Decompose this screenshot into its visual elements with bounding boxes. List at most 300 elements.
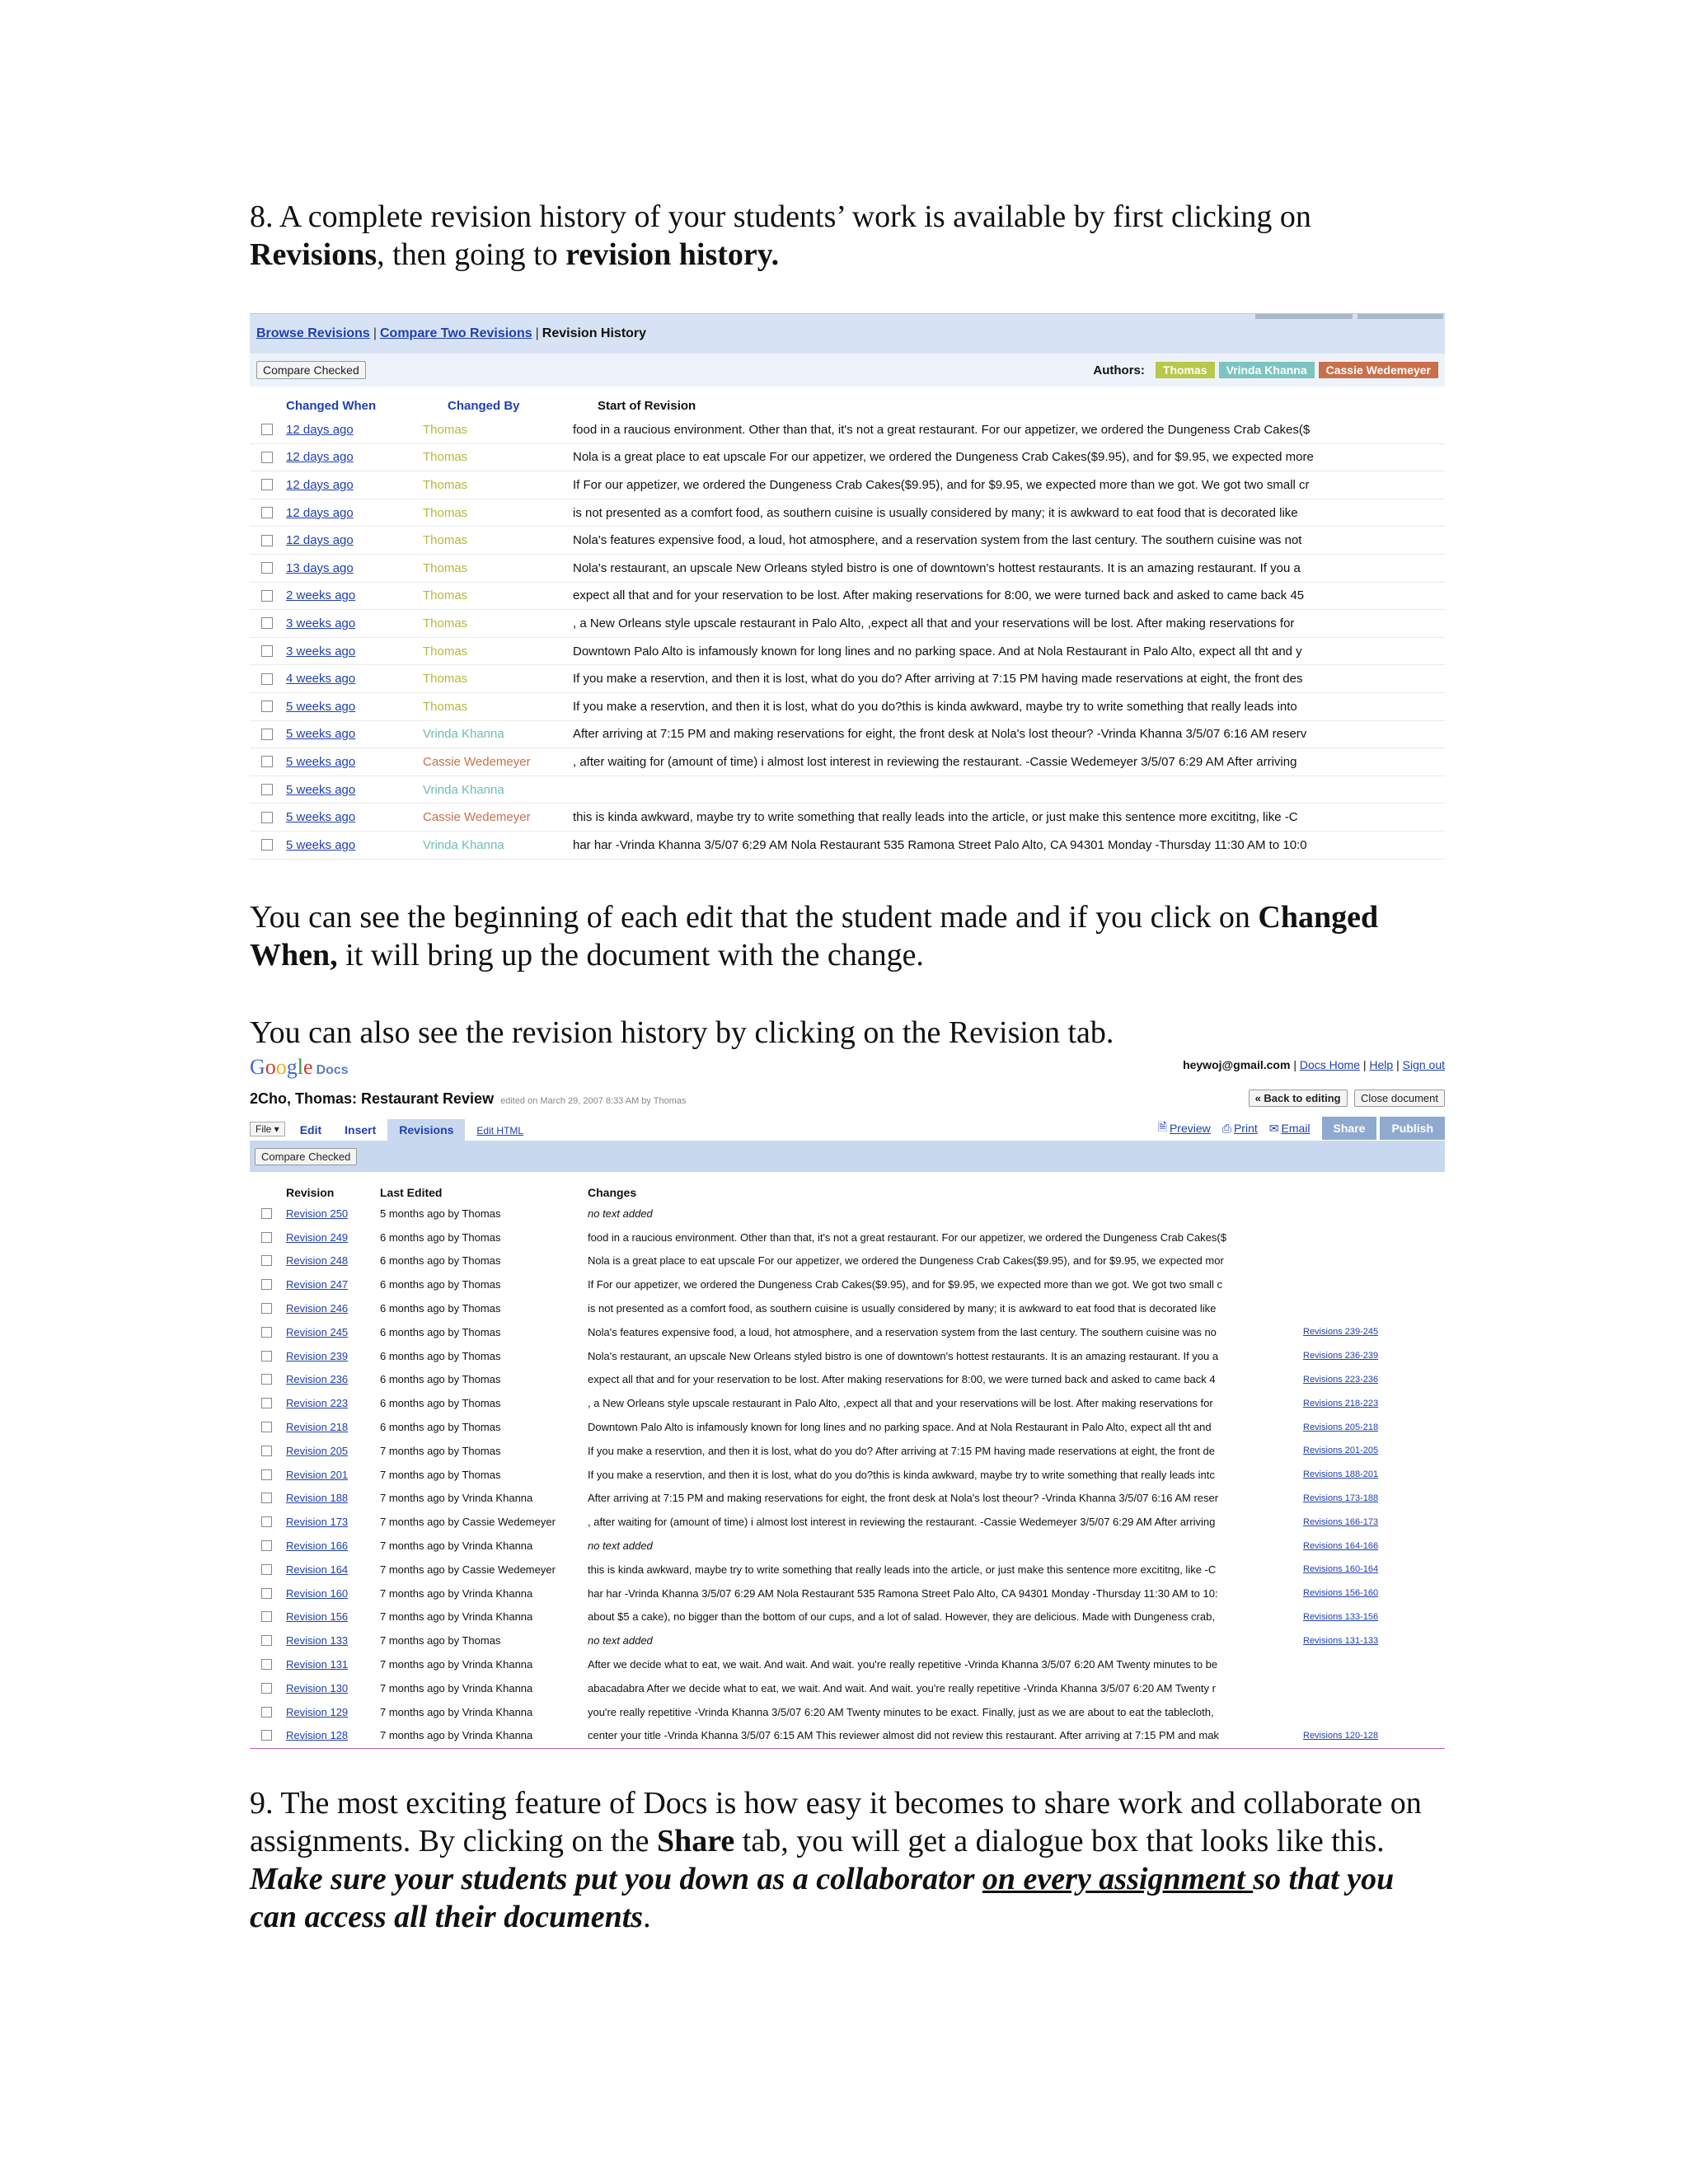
revision-range-link[interactable]: Revisions 201-205 bbox=[1303, 1446, 1379, 1456]
cell-changed-by: Vrinda Khanna bbox=[423, 727, 504, 742]
bottom-rule bbox=[250, 1748, 1445, 1749]
cell-revision bbox=[286, 1492, 380, 1504]
cell-start-of-revision: expect all that and for your reservation to be lost. After making reservations for 8:00, we were turned back and asked to came back 45 bbox=[573, 588, 1305, 603]
cell-last-edited: 7 months ago by Vrinda Khanna bbox=[380, 1729, 533, 1742]
changed-when-link[interactable]: 3 weeks ago bbox=[286, 616, 356, 630]
revision-history-screenshot bbox=[250, 313, 1445, 868]
cell-revision bbox=[286, 1469, 380, 1481]
docs-wordmark: Docs bbox=[316, 1063, 349, 1077]
row-checkbox[interactable] bbox=[261, 1540, 272, 1551]
row-checkbox[interactable] bbox=[261, 756, 273, 767]
cell-revision bbox=[286, 1254, 380, 1267]
cell-changes: Nola's features expensive food, a loud, hot atmosphere, and a reservation system from the last century. The southern cuisine was no bbox=[588, 1325, 1217, 1338]
revision-history-label: Revision History bbox=[542, 326, 647, 340]
cell-changes: , after waiting for (amount of time) i almost lost interest in reviewing the restaurant. -Cassie Wedemeyer 3/5/07 6:29 AM After arriving bbox=[588, 1516, 1216, 1529]
table-row bbox=[250, 1724, 1445, 1748]
changed-when-link[interactable]: 12 days ago bbox=[286, 477, 354, 492]
cell-last-edited: 6 months ago by Thomas bbox=[380, 1349, 501, 1362]
revision-range-link[interactable]: Revisions 133-156 bbox=[1303, 1611, 1379, 1622]
step-9-text-mid: tab, you will get a dialogue box that looks like this. bbox=[734, 1824, 1385, 1858]
table-row bbox=[250, 1582, 1445, 1605]
cell-start-of-revision: After arriving at 7:15 PM and making reservations for eight, the front desk at Nola's lost theour? -Vrinda Khanna 3/5/07 6:16 AM reserv bbox=[573, 727, 1307, 742]
step-8-text: 8. A complete revision history of your students’ work is available by first clicking on bbox=[250, 199, 1311, 234]
table-row bbox=[250, 583, 1445, 611]
docs-home-link[interactable]: Docs Home bbox=[1299, 1058, 1360, 1071]
cell-changes: If For our appetizer, we ordered the Dungeness Crab Cakes($9.95), and for $9.95, we expected more than we got. We got two small c bbox=[588, 1278, 1223, 1291]
docs-tab-bar bbox=[250, 1116, 1445, 1141]
back-to-editing-button[interactable]: « Back to editing bbox=[1249, 1090, 1348, 1107]
step-9-text: 9. The most exciting feature of Docs is how easy it becomes to share work and collaborate on assignments. By clicking on the bbox=[250, 1786, 1422, 1858]
cell-revision bbox=[286, 1610, 380, 1623]
cell-revision-range bbox=[1303, 1446, 1445, 1455]
table-row bbox=[250, 1296, 1445, 1320]
row-checkbox[interactable] bbox=[261, 701, 273, 712]
cell-revision-range bbox=[1303, 1399, 1445, 1408]
revision-range-link[interactable]: Revisions 131-133 bbox=[1303, 1635, 1379, 1646]
cell-revision-range bbox=[1303, 1541, 1445, 1551]
compare-two-revisions-link[interactable]: Compare Two Revisions bbox=[379, 326, 532, 340]
row-checkbox[interactable] bbox=[261, 1351, 272, 1361]
revision-link[interactable]: Revision 173 bbox=[286, 1516, 349, 1529]
table-row bbox=[250, 555, 1445, 583]
revision-link[interactable]: Revision 205 bbox=[286, 1444, 349, 1457]
row-checkbox[interactable] bbox=[261, 645, 273, 657]
cell-changed-when bbox=[286, 644, 423, 658]
revision-nav-bar bbox=[250, 314, 1445, 354]
cell-changed-when bbox=[286, 838, 423, 852]
cell-revision bbox=[286, 1682, 380, 1694]
changed-when-text-end: it will bring up the document with the change. bbox=[337, 938, 924, 972]
table-row bbox=[250, 1415, 1445, 1439]
cell-changes: about $5 a cake), no bigger than the bottom of our cups, and a lot of salad. However, they are delicious. Made with Dungeness crab, bbox=[588, 1610, 1215, 1624]
close-document-button[interactable]: Close document bbox=[1354, 1090, 1445, 1107]
revision-range-link[interactable]: Revisions 120-128 bbox=[1303, 1730, 1379, 1741]
cell-changed-when bbox=[286, 616, 423, 630]
table-row bbox=[250, 1534, 1445, 1558]
revision-link[interactable]: Revision 131 bbox=[286, 1658, 349, 1671]
help-link[interactable]: Help bbox=[1369, 1058, 1394, 1071]
cell-revision bbox=[286, 1706, 380, 1718]
cell-changed-when bbox=[286, 478, 423, 492]
cell-start-of-revision: food in a raucious environment. Other than that, it's not a great restaurant. For our appetizer, we ordered the Dungeness Crab Cakes($ bbox=[573, 422, 1311, 437]
revision-link[interactable]: Revision 129 bbox=[286, 1705, 349, 1718]
cell-last-edited: 7 months ago by Vrinda Khanna bbox=[380, 1681, 533, 1694]
cell-changes: , a New Orleans style upscale restaurant in Palo Alto, ,expect all that and your reservations will be lost. After making reservations for bbox=[588, 1397, 1213, 1410]
cell-start-of-revision: Nola is a great place to eat upscale For our appetizer, we ordered the Dungeness Crab Cakes($9.95), and for $9.95, we expected more bbox=[573, 450, 1314, 465]
revisions-table-body bbox=[250, 1202, 1445, 1747]
authors-legend bbox=[1093, 363, 1438, 377]
cell-changed-by: Thomas bbox=[423, 699, 468, 714]
changed-when-link[interactable]: 12 days ago bbox=[286, 533, 354, 548]
step-9-paragraph bbox=[250, 1784, 1445, 1936]
file-menu[interactable]: File ▾ bbox=[250, 1122, 285, 1137]
cell-changed-when bbox=[286, 755, 423, 769]
table-row bbox=[250, 444, 1445, 472]
row-checkbox[interactable] bbox=[261, 1635, 272, 1646]
cell-start-of-revision: this is kinda awkward, maybe try to write something that really leads into the article, or just make this sentence more excititng, like -C bbox=[573, 810, 1298, 825]
google-docs-revisions-screenshot bbox=[250, 1057, 1445, 1749]
row-checkbox[interactable] bbox=[261, 562, 273, 574]
revision-link[interactable]: Revision 160 bbox=[286, 1586, 349, 1600]
cell-changed-by: Thomas bbox=[423, 672, 468, 687]
cell-revision-range bbox=[1303, 1517, 1445, 1527]
tab-edit-html[interactable]: Edit HTML bbox=[476, 1125, 524, 1137]
cell-last-edited: 6 months ago by Thomas bbox=[380, 1373, 501, 1386]
revision-link[interactable]: Revision 133 bbox=[286, 1634, 349, 1647]
step-8-revisions-bold: Revisions bbox=[250, 237, 377, 272]
row-checkbox[interactable] bbox=[261, 1659, 272, 1670]
row-checkbox[interactable] bbox=[261, 452, 273, 463]
revision-link[interactable]: Revision 239 bbox=[286, 1349, 349, 1362]
cell-changed-by: Thomas bbox=[423, 560, 468, 575]
changed-when-link[interactable]: 5 weeks ago bbox=[286, 754, 356, 769]
edited-timestamp: edited on March 29, 2007 8:33 AM by Thomas bbox=[500, 1095, 687, 1106]
table-row bbox=[250, 610, 1445, 638]
revision-link[interactable]: Revision 201 bbox=[286, 1468, 349, 1481]
table-row bbox=[250, 1605, 1445, 1629]
revision-link[interactable]: Revision 156 bbox=[286, 1610, 349, 1624]
table-row bbox=[250, 638, 1445, 666]
revision-link[interactable]: Revision 248 bbox=[286, 1254, 349, 1268]
table-row bbox=[250, 1652, 1445, 1676]
revision-range-link[interactable]: Revisions 236-239 bbox=[1303, 1351, 1379, 1361]
cell-start-of-revision: Nola's restaurant, an upscale New Orleans styled bistro is one of downtown's hottest restaurants. It is an amazing restaurant. If you a bbox=[573, 560, 1301, 575]
table-row bbox=[250, 748, 1445, 776]
row-checkbox[interactable] bbox=[261, 1327, 272, 1338]
cell-start-of-revision: If you make a reservtion, and then it is lost, what do you do?this is kinda awkward, maybe try to write something that really leads into bbox=[573, 699, 1297, 714]
step-8-text-mid: , then going to bbox=[377, 237, 566, 272]
row-checkbox[interactable] bbox=[261, 1564, 272, 1575]
table-row bbox=[250, 1463, 1445, 1487]
link-separator: | bbox=[1362, 1058, 1367, 1071]
row-checkbox[interactable] bbox=[261, 839, 273, 851]
cell-last-edited: 7 months ago by Vrinda Khanna bbox=[380, 1705, 533, 1718]
preview-link[interactable]: Preview bbox=[1169, 1122, 1211, 1135]
cell-revision-range bbox=[1303, 1636, 1445, 1646]
tab-stub bbox=[1255, 314, 1353, 319]
cell-last-edited: 7 months ago by Vrinda Khanna bbox=[380, 1586, 533, 1600]
email-link[interactable]: Email bbox=[1281, 1122, 1311, 1135]
revision-link[interactable]: Revision 236 bbox=[286, 1373, 349, 1386]
cell-changed-when bbox=[286, 561, 423, 575]
changed-when-link[interactable]: 12 days ago bbox=[286, 422, 354, 437]
cell-changes: Downtown Palo Alto is infamously known for long lines and no parking space. And at Nola Restaurant in Palo Alto, expect all tht and bbox=[588, 1421, 1212, 1434]
revision-range-link[interactable]: Revisions 164-166 bbox=[1303, 1540, 1379, 1551]
cell-start-of-revision: If you make a reservtion, and then it is lost, what do you do? After arriving at 7:15 PM having made reservations at eight, the front des bbox=[573, 672, 1303, 687]
cell-last-edited: 6 months ago by Thomas bbox=[380, 1302, 501, 1315]
cell-changed-when bbox=[286, 588, 423, 602]
table-row bbox=[250, 721, 1445, 749]
changed-when-link[interactable]: 13 days ago bbox=[286, 560, 354, 575]
step-9-underlined-emphasis: on every assignment bbox=[982, 1862, 1254, 1896]
share-tab[interactable]: Share bbox=[1322, 1117, 1377, 1140]
cell-changes: expect all that and for your reservation to be lost. After making reservations for 8:00, we were turned back and asked to came back 4 bbox=[588, 1373, 1216, 1386]
table-row bbox=[250, 416, 1445, 444]
changed-when-link[interactable]: 12 days ago bbox=[286, 450, 354, 465]
cell-changed-by: Thomas bbox=[423, 450, 468, 465]
cell-changed-by: Thomas bbox=[423, 644, 468, 658]
revision-link[interactable]: Revision 166 bbox=[286, 1540, 349, 1553]
revision-link[interactable]: Revision 188 bbox=[286, 1492, 349, 1505]
cell-last-edited: 6 months ago by Thomas bbox=[380, 1325, 501, 1338]
revision-table-body bbox=[250, 416, 1445, 860]
preview-icon: 🗎 bbox=[1157, 1120, 1167, 1133]
revision-link[interactable]: Revision 246 bbox=[286, 1302, 349, 1315]
cell-changed-by: Cassie Wedemeyer bbox=[423, 810, 531, 825]
row-checkbox[interactable] bbox=[261, 1683, 272, 1694]
row-checkbox[interactable] bbox=[261, 673, 273, 685]
table-row bbox=[250, 1439, 1445, 1463]
cell-changes: this is kinda awkward, maybe try to write something that really leads into the article, or just make this sentence more excititng, like -C bbox=[588, 1563, 1217, 1576]
table-row bbox=[250, 1676, 1445, 1700]
row-checkbox[interactable] bbox=[261, 1469, 272, 1480]
table-row bbox=[250, 527, 1445, 555]
cell-revision-range bbox=[1303, 1564, 1445, 1574]
revision-range-link[interactable]: Revisions 218-223 bbox=[1303, 1398, 1379, 1408]
cell-changes: abacadabra After we decide what to eat, we wait. And wait. And wait. you're really repetitive -Vrinda Khanna 3/5/07 6:20 AM Twenty r bbox=[588, 1681, 1216, 1694]
changed-when-link[interactable]: 5 weeks ago bbox=[286, 810, 356, 825]
cell-changed-when bbox=[286, 672, 423, 686]
changed-when-link[interactable]: 2 weeks ago bbox=[286, 588, 356, 603]
cell-changed-by: Thomas bbox=[423, 505, 468, 520]
revision-range-link[interactable]: Revisions 188-201 bbox=[1303, 1469, 1379, 1480]
table-row bbox=[250, 1700, 1445, 1724]
row-checkbox[interactable] bbox=[261, 812, 273, 823]
cell-start-of-revision: , after waiting for (amount of time) i almost lost interest in reviewing the restaurant. -Cassie Wedemeyer 3/5/07 6:29 AM After arriving bbox=[573, 754, 1297, 769]
table-row bbox=[250, 1202, 1445, 1226]
cell-start-of-revision: Nola's features expensive food, a loud, hot atmosphere, and a reservation system from the last century. The southern cuisine was not bbox=[573, 533, 1302, 548]
cell-last-edited: 7 months ago by Thomas bbox=[380, 1634, 501, 1647]
cell-changed-when bbox=[286, 783, 423, 797]
cell-revision bbox=[286, 1658, 380, 1671]
revisions-toolbar bbox=[250, 1141, 1445, 1172]
cell-revision-range bbox=[1303, 1422, 1445, 1432]
cell-changed-when bbox=[286, 506, 423, 520]
row-checkbox[interactable] bbox=[261, 1707, 272, 1718]
tab-edit[interactable]: Edit bbox=[299, 1123, 322, 1137]
toolbar-row bbox=[250, 354, 1445, 387]
cell-revision bbox=[286, 1350, 380, 1362]
cell-revision bbox=[286, 1373, 380, 1385]
revision-range-link[interactable]: Revisions 166-173 bbox=[1303, 1516, 1379, 1527]
cell-changes: center your title -Vrinda Khanna 3/5/07 6:15 AM This reviewer almost did not review this restaurant. After arriving at 7:15 PM and mak bbox=[588, 1729, 1219, 1742]
row-checkbox[interactable] bbox=[261, 1446, 272, 1456]
cell-revision-range bbox=[1303, 1493, 1445, 1503]
cell-revision bbox=[286, 1421, 380, 1433]
row-checkbox[interactable] bbox=[261, 784, 273, 795]
document-title-row bbox=[250, 1086, 1445, 1111]
sign-out-link[interactable]: Sign out bbox=[1402, 1058, 1445, 1071]
cell-changed-by: Thomas bbox=[423, 616, 468, 630]
revision-link[interactable]: Revision 245 bbox=[286, 1325, 349, 1338]
cell-revision bbox=[286, 1231, 380, 1244]
cell-last-edited: 7 months ago by Thomas bbox=[380, 1468, 501, 1481]
cell-changes: food in a raucious environment. Other than that, it's not a great restaurant. For our appetizer, we ordered the Dungeness Crab Cakes($ bbox=[588, 1230, 1226, 1244]
revision-link[interactable]: Revision 250 bbox=[286, 1207, 349, 1220]
account-links bbox=[1183, 1057, 1445, 1071]
table-row bbox=[250, 1249, 1445, 1273]
revision-range-link[interactable]: Revisions 205-218 bbox=[1303, 1422, 1379, 1432]
cell-last-edited: 7 months ago by Cassie Wedemeyer bbox=[380, 1516, 556, 1529]
table-row bbox=[250, 776, 1445, 804]
changed-when-link[interactable]: 5 weeks ago bbox=[286, 782, 356, 797]
row-checkbox[interactable] bbox=[261, 1255, 272, 1266]
row-checkbox[interactable] bbox=[261, 479, 273, 490]
nav-separator: | bbox=[535, 326, 539, 340]
nav-separator: | bbox=[373, 326, 377, 340]
compare-checked-button[interactable]: Compare Checked bbox=[256, 361, 366, 379]
table-row bbox=[250, 1510, 1445, 1534]
cell-revision-range bbox=[1303, 1351, 1445, 1361]
cell-last-edited: 7 months ago by Cassie Wedemeyer bbox=[380, 1563, 556, 1576]
revision-link[interactable]: Revision 223 bbox=[286, 1397, 349, 1410]
header-start-of-revision: Start of Revision bbox=[598, 399, 696, 413]
revision-range-link[interactable]: Revisions 239-245 bbox=[1303, 1327, 1379, 1338]
row-checkbox[interactable] bbox=[261, 1208, 272, 1219]
cell-revision bbox=[286, 1634, 380, 1647]
cell-changes: If you make a reservtion, and then it is lost, what do you do?this is kinda awkward, maybe try to write something that really leads intc bbox=[588, 1468, 1215, 1481]
changed-when-bold: Changed When, bbox=[250, 900, 1379, 972]
cell-changed-when bbox=[286, 700, 423, 714]
changed-when-paragraph bbox=[250, 898, 1445, 974]
row-checkbox[interactable] bbox=[261, 1588, 272, 1599]
cell-revision bbox=[286, 1278, 380, 1291]
author-chip: Vrinda Khanna bbox=[1219, 362, 1315, 378]
step-8-paragraph bbox=[250, 198, 1445, 274]
row-checkbox[interactable] bbox=[261, 1398, 272, 1408]
tab-revisions[interactable]: Revisions bbox=[387, 1119, 465, 1141]
print-link[interactable]: Print bbox=[1233, 1122, 1258, 1135]
revision-range-link[interactable]: Revisions 160-164 bbox=[1303, 1564, 1379, 1575]
changed-when-link[interactable]: 5 weeks ago bbox=[286, 727, 356, 742]
document-title: 2Cho, Thomas: Restaurant Review bbox=[250, 1090, 495, 1107]
cell-last-edited: 6 months ago by Thomas bbox=[380, 1421, 501, 1434]
cell-changed-when bbox=[286, 810, 423, 824]
table-row bbox=[250, 1391, 1445, 1415]
cell-revision-range bbox=[1303, 1327, 1445, 1337]
revision-link[interactable]: Revision 247 bbox=[286, 1278, 349, 1291]
row-checkbox[interactable] bbox=[261, 1422, 272, 1432]
row-checkbox[interactable] bbox=[261, 590, 273, 602]
header-changes: Changes bbox=[588, 1186, 637, 1199]
cell-revision bbox=[286, 1397, 380, 1409]
table-row bbox=[250, 1368, 1445, 1392]
row-checkbox[interactable] bbox=[261, 1279, 272, 1290]
cell-revision bbox=[286, 1516, 380, 1528]
header-changed-when[interactable]: Changed When bbox=[286, 399, 377, 413]
cell-revision-range bbox=[1303, 1612, 1445, 1622]
link-separator: | bbox=[1293, 1058, 1296, 1071]
cell-changes: If you make a reservtion, and then it is lost, what do you do? After arriving at 7:15 PM having made reservations at eight, the front de bbox=[588, 1444, 1215, 1457]
table-row bbox=[250, 1320, 1445, 1344]
cell-last-edited: 6 months ago by Thomas bbox=[380, 1397, 501, 1410]
row-checkbox[interactable] bbox=[261, 1730, 272, 1741]
revision-link[interactable]: Revision 130 bbox=[286, 1681, 349, 1694]
cell-changes: no text added bbox=[588, 1540, 653, 1553]
cell-changes: After arriving at 7:15 PM and making reservations for eight, the front desk at Nola's lost theour? -Vrinda Khanna 3/5/07 6:16 AM reser bbox=[588, 1492, 1219, 1505]
cell-changed-when bbox=[286, 423, 423, 437]
step-9-period: . bbox=[643, 1900, 651, 1934]
changed-when-link[interactable]: 3 weeks ago bbox=[286, 644, 356, 658]
link-separator: | bbox=[1396, 1058, 1400, 1071]
cell-start-of-revision: Downtown Palo Alto is infamously known for long lines and no parking space. And at Nola Restaurant in Palo Alto, expect all tht and y bbox=[573, 644, 1302, 658]
header-revision: Revision bbox=[286, 1186, 335, 1199]
cell-revision bbox=[286, 1587, 380, 1600]
cell-last-edited: 7 months ago by Vrinda Khanna bbox=[380, 1492, 533, 1505]
browse-revisions-link[interactable]: Browse Revisions bbox=[256, 326, 370, 340]
revision-link[interactable]: Revision 164 bbox=[286, 1563, 349, 1576]
cell-revision-range bbox=[1303, 1469, 1445, 1479]
row-checkbox[interactable] bbox=[261, 1303, 272, 1314]
revision-link[interactable]: Revision 218 bbox=[286, 1421, 349, 1434]
cell-revision bbox=[286, 1729, 380, 1741]
revision-range-link[interactable]: Revisions 156-160 bbox=[1303, 1588, 1379, 1599]
table-row bbox=[250, 471, 1445, 499]
cell-changes: After we decide what to eat, we wait. And wait. And wait. you're really repetitive -Vrinda Khanna 3/5/07 6:20 AM Twenty minutes to be bbox=[588, 1658, 1218, 1671]
header-changed-by[interactable]: Changed By bbox=[448, 399, 520, 413]
cell-changed-when bbox=[286, 533, 423, 547]
cell-revision-range bbox=[1303, 1588, 1445, 1598]
changed-when-text: You can see the beginning of each edit that the student made and if you click on bbox=[250, 900, 1259, 935]
compare-checked-button[interactable]: Compare Checked bbox=[255, 1148, 357, 1165]
google-docs-logo: Google Docs bbox=[250, 1057, 349, 1079]
revisions-table-header bbox=[250, 1177, 1445, 1202]
changed-when-link[interactable]: 4 weeks ago bbox=[286, 672, 356, 687]
author-chip: Cassie Wedemeyer bbox=[1319, 362, 1438, 378]
step-9-share-bold: Share bbox=[656, 1824, 735, 1858]
row-checkbox[interactable] bbox=[261, 1516, 272, 1527]
revision-range-link[interactable]: Revisions 223-236 bbox=[1303, 1374, 1379, 1385]
revision-range-link[interactable]: Revisions 173-188 bbox=[1303, 1493, 1379, 1503]
revision-link[interactable]: Revision 249 bbox=[286, 1230, 349, 1244]
tab-insert[interactable]: Insert bbox=[345, 1123, 377, 1137]
row-checkbox[interactable] bbox=[261, 1611, 272, 1622]
row-checkbox[interactable] bbox=[261, 535, 273, 546]
cell-revision bbox=[286, 1563, 380, 1576]
revision-table-header bbox=[250, 387, 1445, 416]
row-checkbox[interactable] bbox=[261, 617, 273, 629]
changed-when-link[interactable]: 5 weeks ago bbox=[286, 837, 356, 852]
cell-changed-by: Thomas bbox=[423, 533, 468, 548]
cell-revision bbox=[286, 1326, 380, 1338]
revision-link[interactable]: Revision 128 bbox=[286, 1729, 349, 1742]
cell-changed-when bbox=[286, 727, 423, 741]
step-8-revision-history-bold: revision history. bbox=[565, 237, 780, 272]
revision-tab-text: You can also see the revision history by clicking on the Revision tab. bbox=[250, 1015, 1114, 1050]
table-row bbox=[250, 1487, 1445, 1511]
row-checkbox[interactable] bbox=[261, 424, 273, 435]
row-checkbox[interactable] bbox=[261, 729, 273, 740]
changed-when-link[interactable]: 12 days ago bbox=[286, 505, 354, 520]
cell-revision bbox=[286, 1207, 380, 1220]
step-9-emphasis: Make sure your students put you down as a collaborator bbox=[250, 1862, 982, 1896]
row-checkbox[interactable] bbox=[261, 1232, 272, 1243]
table-row bbox=[250, 1629, 1445, 1652]
table-row bbox=[250, 499, 1445, 527]
publish-tab[interactable]: Publish bbox=[1380, 1117, 1445, 1140]
cell-revision bbox=[286, 1302, 380, 1315]
row-checkbox[interactable] bbox=[261, 507, 273, 518]
row-checkbox[interactable] bbox=[261, 1493, 272, 1503]
row-checkbox[interactable] bbox=[261, 1374, 272, 1385]
changed-when-link[interactable]: 5 weeks ago bbox=[286, 699, 356, 714]
cell-start-of-revision: har har -Vrinda Khanna 3/5/07 6:29 AM Nola Restaurant 535 Ramona Street Palo Alto, CA 94301 Monday -Thursday 11:30 AM to 10:0 bbox=[573, 837, 1307, 852]
account-email: heywoj@gmail.com bbox=[1183, 1058, 1291, 1071]
author-chip: Thomas bbox=[1156, 362, 1215, 378]
cell-changes: no text added bbox=[588, 1207, 653, 1220]
cell-revision bbox=[286, 1445, 380, 1457]
cell-last-edited: 7 months ago by Vrinda Khanna bbox=[380, 1540, 533, 1553]
